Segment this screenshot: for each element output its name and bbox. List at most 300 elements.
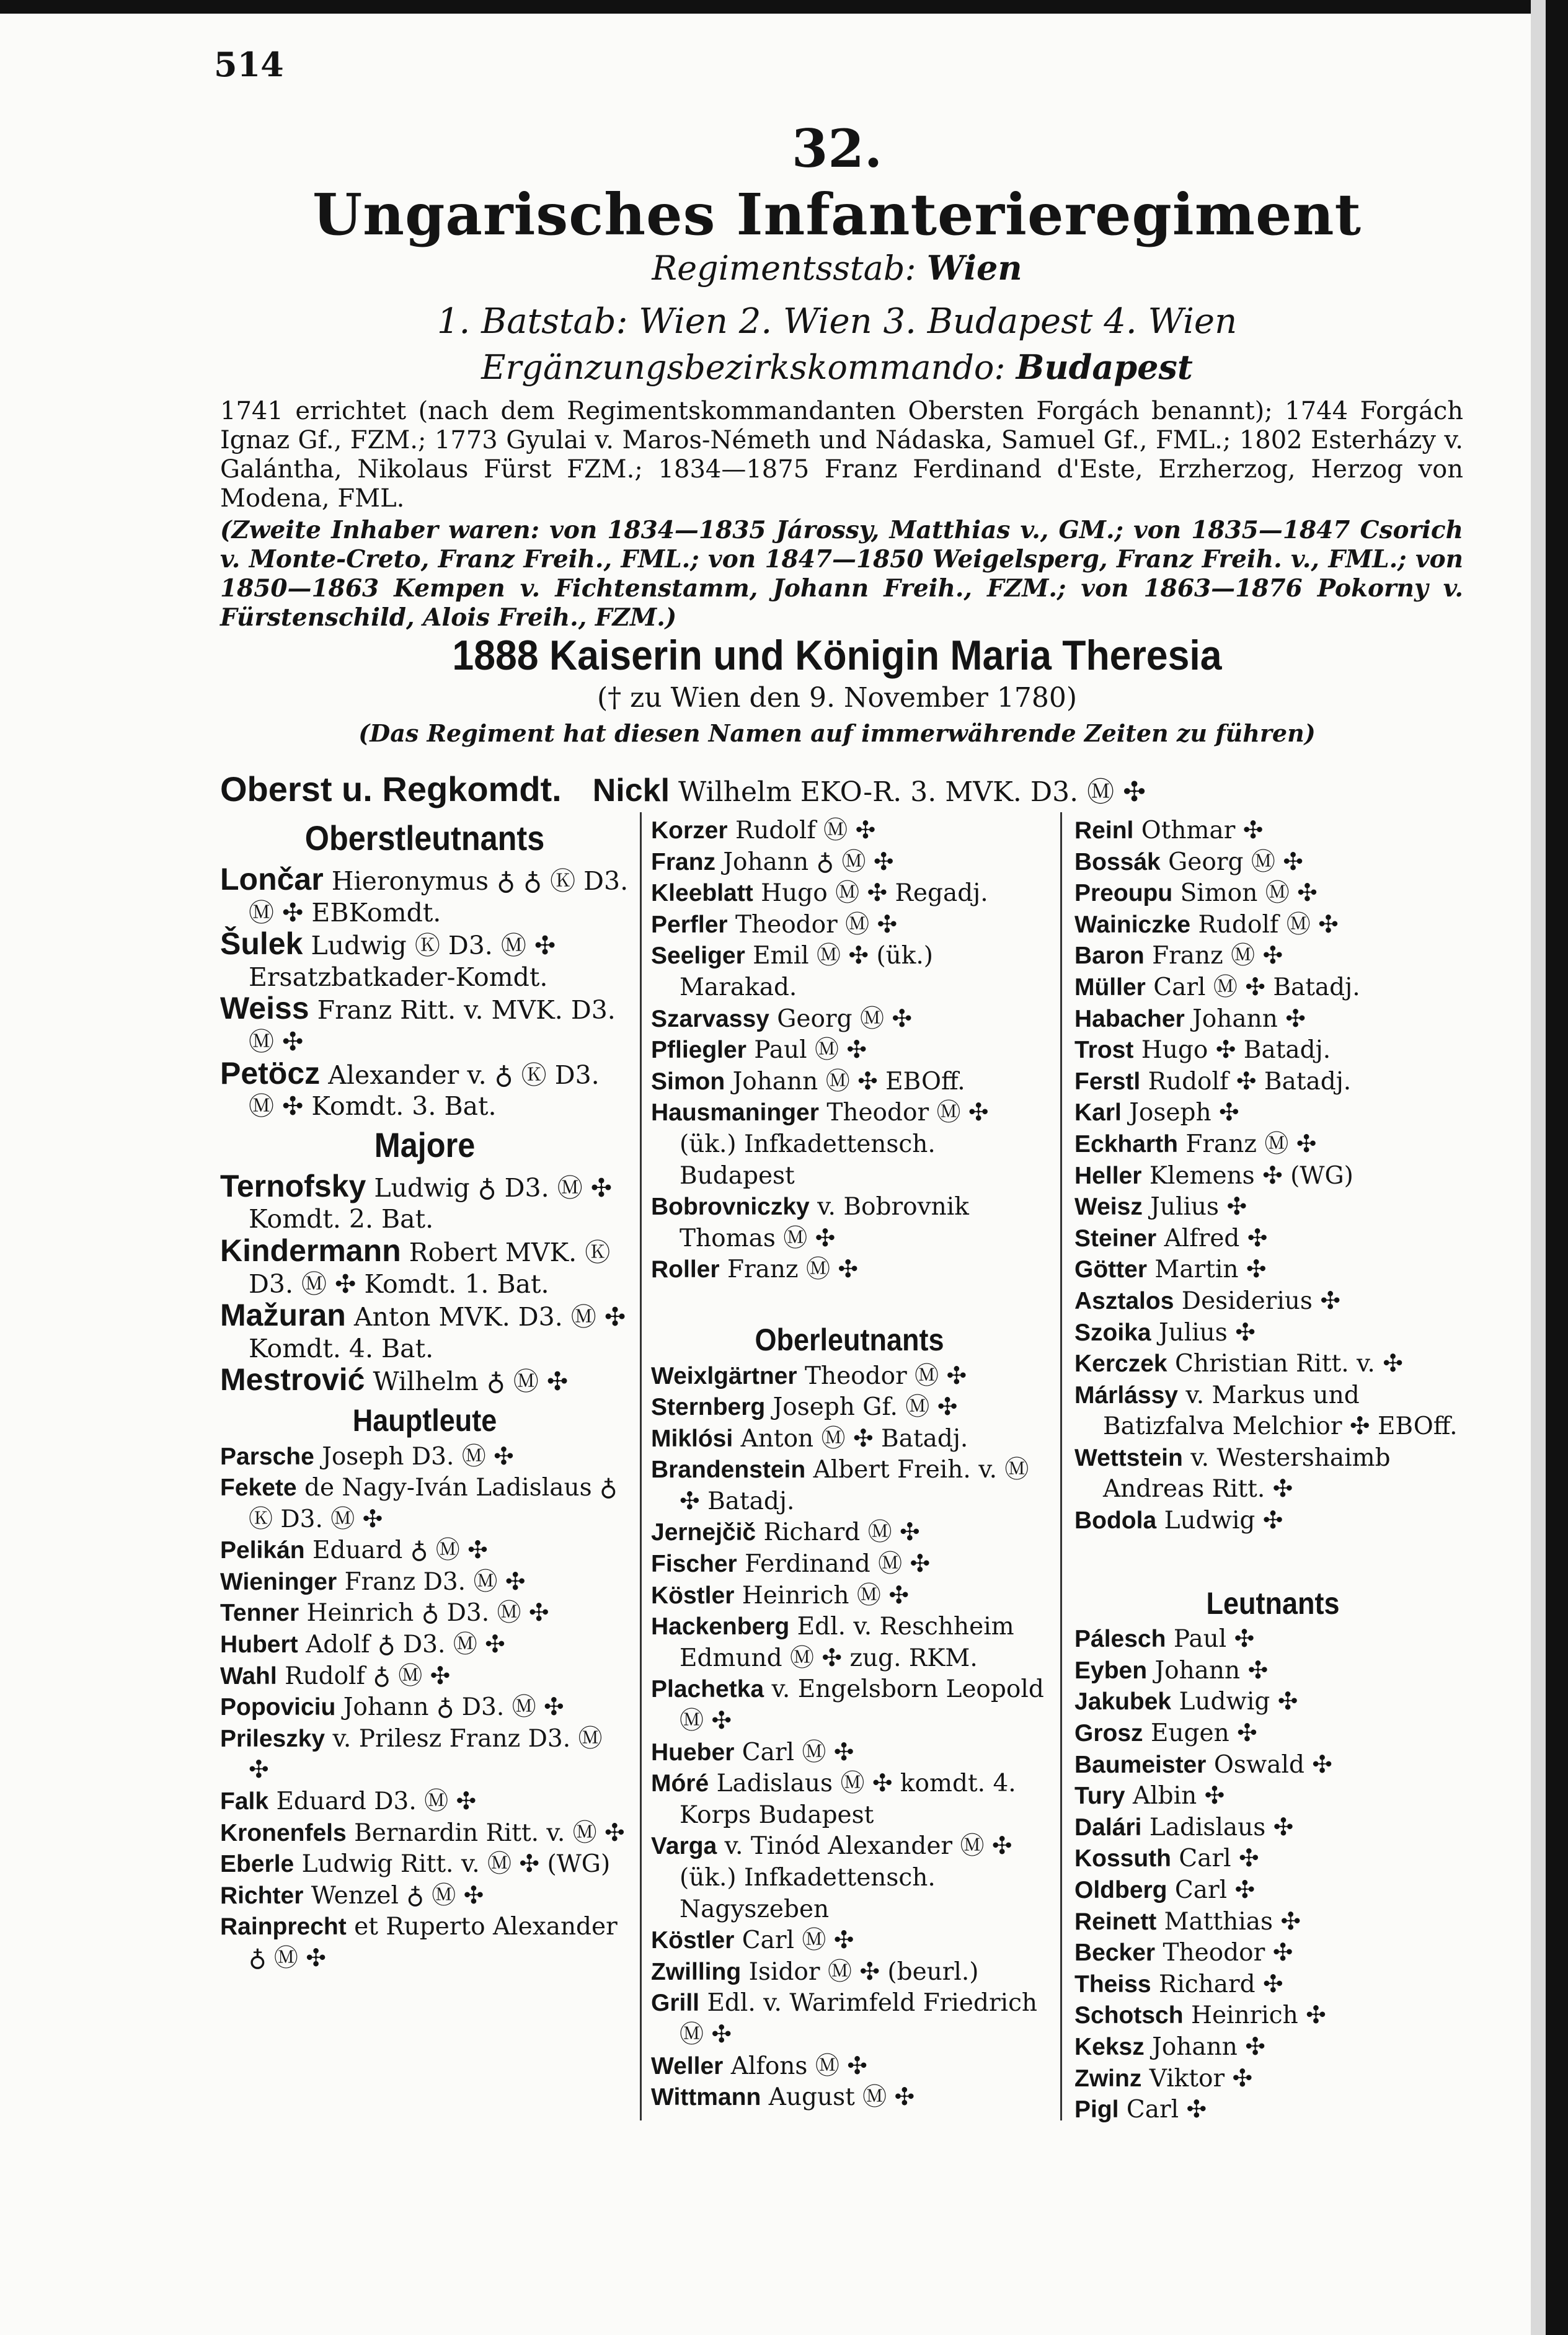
roster-entry [220, 993, 629, 1057]
roster-entry [220, 1300, 629, 1364]
roster-entry [651, 815, 1048, 847]
officer-details: Alfred ✣ [1164, 1224, 1268, 1252]
list-majore [220, 1168, 629, 1398]
officer-details: v. Bobrovnik Thomas Ⓜ ✣ [680, 1193, 969, 1252]
roster-entry [220, 1442, 629, 1473]
regimentsstab-label: Regimentsstab: [652, 249, 916, 288]
roster-entry [220, 864, 629, 928]
officer-surname: Petöcz [220, 1055, 321, 1091]
roster-entry [1074, 1254, 1471, 1286]
roster-entry [1074, 2094, 1471, 2126]
officer-details: Matthias ✣ [1164, 1907, 1301, 1936]
officer-surname: Pfliegler [651, 1037, 746, 1064]
officer-details: Martin ✣ [1154, 1256, 1267, 1284]
roster-entry [220, 1364, 629, 1398]
officer-surname: Keksz [1074, 2033, 1145, 2060]
officer-surname: Preoupu [1074, 880, 1173, 907]
officer-details: v. Engelsborn Leopold Ⓜ ✣ [680, 1675, 1044, 1735]
officer-details: Franz Ⓜ ✣ [1152, 942, 1283, 970]
roster-entry [1074, 1781, 1471, 1812]
officer-details: Paul Ⓜ ✣ [754, 1036, 867, 1065]
oberst-line [220, 769, 1466, 809]
list-hauptleute-continued [651, 815, 1048, 1286]
officer-surname: Hubert [220, 1631, 298, 1659]
officer-details: Ludwig ✣ [1179, 1688, 1298, 1716]
roster-entry [1074, 1443, 1471, 1505]
officer-surname: Eckharth [1074, 1130, 1178, 1158]
officer-details: Johann ✣ [1152, 2032, 1265, 2061]
officer-details: et Ruperto Alexander ♁ Ⓜ ✣ [249, 1913, 618, 1972]
officer-surname: Weisz [1074, 1194, 1143, 1221]
officer-details: Emil Ⓜ ✣ (ük.) Marakad. [680, 942, 934, 1001]
roster-entry [220, 1818, 629, 1850]
roster-entry [220, 1535, 629, 1567]
roster-entry [1074, 1223, 1471, 1255]
roster-entry [651, 910, 1048, 941]
officer-details: Heinrich Ⓜ ✣ [742, 1581, 910, 1610]
officer-details: Ludwig Ⓚ D3. Ⓜ ✣ Ersatzbatkader-Komdt. [249, 931, 556, 992]
officer-details: August Ⓜ ✣ [768, 2083, 915, 2112]
officer-surname: Miklósi [651, 1425, 733, 1452]
officer-surname: Köstler [651, 1927, 735, 1954]
section-gap [651, 1286, 1048, 1317]
roster-entry [651, 1737, 1048, 1769]
officer-surname: Falk [220, 1788, 269, 1815]
roster-entry [651, 941, 1048, 1003]
officer-details: Ladislaus Ⓜ ✣ komdt. 4. Korps Budapest [680, 1770, 1016, 1829]
officer-details: Desiderius ✣ [1181, 1287, 1341, 1315]
oberst-surname: Nickl [592, 773, 670, 809]
roster-entry [651, 1254, 1048, 1286]
officer-surname: Wettstein [1074, 1444, 1183, 1471]
officer-details: Rudolf ♁ Ⓜ ✣ [285, 1662, 451, 1690]
officer-details: Eduard D3. Ⓜ ✣ [276, 1788, 477, 1816]
officer-surname: Pelikán [220, 1537, 305, 1564]
officer-surname: Prileszky [220, 1725, 326, 1752]
roster-entry [1074, 1505, 1471, 1537]
officer-details: Georg Ⓜ ✣ [1168, 848, 1303, 876]
roster-entry [651, 1455, 1048, 1517]
officer-details: Julius ✣ [1158, 1318, 1256, 1347]
officer-details: Alfons Ⓜ ✣ [730, 2052, 867, 2080]
roster-entry [220, 1786, 629, 1818]
roster-entry [1074, 2063, 1471, 2095]
officer-details: Theodor Ⓜ ✣ (ük.) Infkadettensch. Budapest [680, 1099, 989, 1190]
column-divider [1060, 812, 1062, 2120]
page-number: 514 [214, 45, 284, 84]
regiment-history: 1741 errichtet (nach dem Regimentskommandanten Obersten Forgách benannt); 1744 Forgách Ignaz Gf., FZM.; 1773 Gyulai v. Maros-Németh und Nádaska, Samuel Gf., FML.; 1802 Esterházy v. Galántha, Nikolaus Fürst FZM.; 1834—1875 Franz Ferdinand d'Este, Erzherzog, Herzog von Modena, FML. [220, 397, 1463, 513]
roster-entry [1074, 1349, 1471, 1380]
officer-details: v. Prilesz Franz D3. Ⓜ ✣ [249, 1724, 603, 1784]
officer-surname: Oldberg [1074, 1877, 1167, 1903]
roster-entry [1074, 910, 1471, 941]
roster-entry [651, 1517, 1048, 1549]
officer-surname: Bobrovniczky [651, 1194, 810, 1221]
officer-surname: Heller [1074, 1162, 1142, 1189]
heading-leutnants: Leutnants [1206, 1585, 1340, 1621]
officer-details: Ludwig ✣ [1164, 1507, 1283, 1535]
roster-entry [1074, 1686, 1471, 1718]
officer-details: Oswald ✣ [1213, 1750, 1332, 1779]
officer-details: Johann Ⓜ ✣ EBOff. [732, 1067, 965, 1096]
officer-details: Julius ✣ [1150, 1193, 1247, 1221]
officer-surname: Kleeblatt [651, 880, 753, 907]
officer-surname: Tury [1074, 1783, 1125, 1810]
officer-details: Carl ✣ [1174, 1876, 1256, 1904]
officer-surname: Szarvassy [651, 1005, 769, 1032]
officer-surname: Mažuran [220, 1298, 346, 1333]
officer-surname: Wittmann [651, 2084, 761, 2111]
officer-surname: Wahl [220, 1662, 277, 1690]
roster-entry [1074, 972, 1471, 1004]
bataillone-line: 1. Batstab: Wien 2. Wien 3. Budapest 4. Wien [436, 301, 1238, 342]
officer-surname: Sternberg [651, 1394, 766, 1421]
officer-surname: Schotsch [1074, 2002, 1184, 2029]
roster-entry [220, 1629, 629, 1661]
column-middle [651, 815, 1048, 2114]
officer-details: Franz Ⓜ ✣ [727, 1256, 859, 1284]
section-gap [1074, 1537, 1471, 1580]
officer-details: Carl Ⓜ ✣ Batadj. [1153, 973, 1360, 1001]
officer-details: Wilhelm ♁ Ⓜ ✣ [373, 1367, 569, 1397]
zweite-inhaber: (Zweite Inhaber waren: von 1834—1835 Járossy, Matthias v., GM.; von 1835—1847 Csorich v. Monte-Creto, Franz Freih., FML.; von 1847—1850 Weigelsperg, Franz Freih. v., FML.; von 1850—1863 Kempen v. Fichtenstamm, Johann Freih., FZM.; von 1863—1876 Pokorny v. Fürstenschild, Alois Freih., FZM.) [220, 516, 1463, 632]
roster-entry [1074, 1624, 1471, 1655]
officer-surname: Perfler [651, 911, 728, 938]
oberst-details: Wilhelm EKO-R. 3. MVK. D3. Ⓜ ✣ [678, 776, 1146, 808]
officer-details: Christian Ritt. v. ✣ [1175, 1350, 1403, 1378]
roster-entry [1074, 1004, 1471, 1035]
roster-entry [220, 1055, 629, 1122]
heading-majore: Majore [374, 1125, 476, 1164]
officer-surname: Zwinz [1074, 2065, 1142, 2092]
officer-details: v. Tinód Alexander Ⓜ ✣ (ük.) Infkadettensch. Nagyszeben [680, 1832, 1012, 1923]
officer-surname: Kronenfels [220, 1819, 347, 1846]
ergaenzung-value: Budapest [1016, 347, 1193, 387]
roster-entry [220, 1661, 629, 1693]
column-right [1074, 815, 1471, 2126]
roster-entry [1074, 1097, 1471, 1129]
officer-details: Joseph ✣ [1129, 1099, 1239, 1127]
roster-entry [1074, 1907, 1471, 1938]
officer-surname: Müller [1074, 973, 1146, 1001]
officer-details: Rudolf Ⓜ ✣ [735, 817, 876, 844]
officer-details: Othmar ✣ [1141, 817, 1264, 844]
regimentsstab-value: Wien [926, 248, 1022, 288]
officer-surname: Reinett [1074, 1908, 1157, 1935]
roster-entry [220, 1598, 629, 1629]
roster-entry [1074, 1938, 1471, 1969]
officer-surname: Brandenstein [651, 1456, 806, 1484]
roster-entry [651, 878, 1048, 910]
roster-entry [1074, 1129, 1471, 1161]
officer-surname: Szoika [1074, 1319, 1151, 1346]
roster-entry [651, 1957, 1048, 1988]
officer-surname: Jernejčič [651, 1519, 756, 1546]
officer-details: Johann ✣ [1192, 1004, 1306, 1033]
roster-entry [220, 1692, 629, 1724]
officer-surname: Wieninger [220, 1568, 337, 1595]
officer-details: Edl. v. Reschheim Edmund Ⓜ ✣ zug. RKM. [680, 1613, 1014, 1672]
officer-details: Richard Ⓜ ✣ [763, 1518, 920, 1547]
roster-entry [1074, 1969, 1471, 2001]
officer-details: Rudolf Ⓜ ✣ [1198, 910, 1339, 939]
roster-entry [1074, 1192, 1471, 1223]
officer-surname: Seeliger [651, 942, 745, 970]
officer-surname: Grill [651, 1990, 700, 2017]
officer-details: Ludwig ♁ D3. Ⓜ ✣ Komdt. 2. Bat. [249, 1172, 613, 1234]
officer-details: Adolf ♁ D3. Ⓜ ✣ [306, 1631, 505, 1659]
officer-surname: Theiss [1074, 1970, 1151, 1998]
ergaenzung-label: Ergänzungsbezirkskommando: [481, 348, 1006, 387]
officer-details: Albert Freih. v. Ⓜ ✣ Batadj. [680, 1456, 1029, 1515]
officer-details: Hugo ✣ Batadj. [1141, 1036, 1331, 1065]
roster-entry [1074, 1066, 1471, 1098]
officer-details: Paul ✣ [1173, 1625, 1255, 1654]
officer-details: Theodor Ⓜ ✣ [804, 1362, 967, 1390]
officer-surname: Lončar [220, 862, 324, 897]
officer-surname: Jakubek [1074, 1688, 1172, 1716]
scan-border-right [1546, 0, 1568, 2335]
heading-hauptleute: Hauptleute [352, 1402, 497, 1438]
officer-surname: Rainprecht [220, 1913, 347, 1941]
officer-surname: Franz [651, 848, 716, 875]
roster-entry [1074, 1750, 1471, 1781]
officer-details: Hieronymus ♁ ♁ Ⓚ D3. Ⓜ ✣ EBKomdt. [249, 866, 629, 928]
officer-details: Richard ✣ [1158, 1970, 1283, 1998]
roster-entry [1074, 1812, 1471, 1844]
officer-details: Alexander v. ♁ Ⓚ D3. Ⓜ ✣ Komdt. 3. Bat. [249, 1060, 600, 1122]
officer-surname: Parsche [220, 1443, 314, 1470]
officer-details: Eugen ✣ [1150, 1719, 1257, 1748]
roster-entry [651, 1192, 1048, 1254]
officer-surname: Karl [1074, 1099, 1122, 1127]
regimentsstab-line [205, 248, 1469, 288]
officer-details: Georg Ⓜ ✣ [777, 1004, 913, 1033]
namesake-title: 1888 Kaiserin und Königin Maria Theresia [452, 632, 1222, 679]
officer-surname: Ferstl [1074, 1068, 1141, 1095]
roster-entry [1074, 1843, 1471, 1875]
heading-oberleutnants: Oberleutnants [755, 1322, 944, 1357]
officer-details: Theodor ✣ [1163, 1939, 1293, 1967]
officer-surname: Ternofsky [220, 1168, 366, 1203]
officer-surname: Eyben [1074, 1657, 1148, 1684]
officer-surname: Pigl [1074, 2096, 1119, 2124]
roster-entry [220, 1849, 629, 1881]
officer-surname: Hueber [651, 1739, 735, 1766]
scan-border-edge [1531, 0, 1546, 2335]
list-leutnants [1074, 1624, 1471, 2126]
namesake-note: (Das Regiment hat diesen Namen auf immerwährende Zeiten zu führen) [358, 719, 1316, 747]
officer-surname: Varga [651, 1833, 717, 1860]
officer-details: Carl Ⓜ ✣ [742, 1738, 854, 1766]
officer-details: Anton MVK. D3. Ⓜ ✣ Komdt. 4. Bat. [249, 1302, 626, 1363]
officer-surname: Roller [651, 1256, 720, 1283]
roster-entry [651, 2082, 1048, 2114]
officer-surname: Tenner [220, 1600, 299, 1627]
roster-entry [651, 1611, 1048, 1674]
ergaenzung-line [205, 347, 1469, 387]
officer-details: Edl. v. Warimfeld Friedrich Ⓜ ✣ [680, 1989, 1038, 2049]
officer-surname: Šulek [220, 926, 303, 962]
officer-details: Carl ✣ [1126, 2096, 1207, 2124]
roster-entry [651, 1424, 1048, 1455]
officer-surname: Kossuth [1074, 1845, 1171, 1872]
officer-surname: Weixlgärtner [651, 1362, 797, 1389]
officer-surname: Popoviciu [220, 1694, 336, 1721]
roster-entry [651, 1831, 1048, 1925]
roster-entry [651, 1549, 1048, 1580]
officer-details: Anton Ⓜ ✣ Batadj. [740, 1424, 968, 1453]
roster-entry [1074, 941, 1471, 972]
officer-details: Rudolf ✣ Batadj. [1148, 1067, 1352, 1096]
namesake-died: († zu Wien den 9. November 1780) [596, 682, 1078, 714]
officer-details: Carl ✣ [1179, 1845, 1259, 1873]
officer-surname: Hausmaninger [651, 1099, 819, 1127]
officer-details: Wenzel ♁ Ⓜ ✣ [311, 1881, 484, 1910]
list-oberleutnants-continued [1074, 815, 1471, 1537]
officer-surname: Reinl [1074, 817, 1134, 844]
officer-details: Johann ♁ Ⓜ ✣ [723, 848, 894, 876]
officer-surname: Kerczek [1074, 1350, 1167, 1378]
roster-entry [1074, 1318, 1471, 1349]
roster-entry [220, 1881, 629, 1912]
officer-details: Franz Ⓜ ✣ [1185, 1130, 1317, 1158]
officer-surname: Richter [220, 1882, 304, 1909]
roster-entry [651, 1004, 1048, 1035]
officer-surname: Bossák [1074, 848, 1161, 875]
officer-surname: Habacher [1074, 1005, 1185, 1032]
roster-entry [651, 1768, 1048, 1831]
officer-details: Ferdinand Ⓜ ✣ [745, 1550, 931, 1579]
officer-surname: Götter [1074, 1256, 1147, 1283]
roster-entry [651, 1674, 1048, 1737]
roster-entry [1074, 815, 1471, 847]
roster-entry [1074, 1035, 1471, 1066]
officer-surname: Fischer [651, 1551, 737, 1578]
officer-surname: Grosz [1074, 1720, 1143, 1747]
scan-border-top [0, 0, 1568, 14]
roster-entry [1074, 1286, 1471, 1318]
officer-surname: Trost [1074, 1037, 1134, 1064]
roster-entry [1074, 1875, 1471, 1907]
roster-entry [651, 1097, 1048, 1192]
officer-surname: Pálesch [1074, 1626, 1166, 1653]
officer-surname: Weller [651, 2052, 724, 2080]
officer-details: Ladislaus ✣ [1149, 1813, 1294, 1841]
roster-entry [651, 1925, 1048, 1957]
officer-details: Heinrich ♁ D3. Ⓜ ✣ [306, 1599, 549, 1628]
roster-entry [1074, 878, 1471, 910]
roster-entry [651, 1988, 1048, 2050]
roster-entry [1074, 847, 1471, 879]
column-divider [640, 812, 642, 2120]
officer-details: Theodor Ⓜ ✣ [735, 910, 898, 939]
officer-surname: Kindermann [220, 1233, 401, 1268]
officer-details: Simon Ⓜ ✣ [1180, 879, 1318, 908]
officer-surname: Becker [1074, 1939, 1156, 1967]
officer-surname: Fekete [220, 1474, 297, 1502]
officer-surname: Köstler [651, 1582, 735, 1609]
roster-entry [1074, 2000, 1471, 2032]
officer-surname: Eberle [220, 1851, 295, 1878]
officer-surname: Baumeister [1074, 1751, 1207, 1778]
officer-surname: Mestrović [220, 1362, 365, 1398]
officer-details: Ludwig Ritt. v. Ⓜ ✣ (WG) [301, 1850, 611, 1879]
officer-surname: Móré [651, 1770, 709, 1797]
roster-entry [1074, 1161, 1471, 1192]
officer-details: Carl Ⓜ ✣ [742, 1926, 854, 1955]
officer-surname: Weiss [220, 991, 309, 1026]
officer-details: v. Markus und Batizfalva Melchior ✣ EBOff. [1103, 1381, 1458, 1441]
officer-surname: Steiner [1074, 1225, 1157, 1252]
officer-details: Heinrich ✣ [1190, 2001, 1326, 2030]
oberst-rank: Oberst u. Regkomdt. [220, 769, 562, 809]
officer-details: Joseph D3. Ⓜ ✣ [322, 1442, 514, 1471]
officer-details: Johann ♁ D3. Ⓜ ✣ [343, 1693, 564, 1722]
roster-entry [651, 1066, 1048, 1098]
officer-surname: Wainiczke [1074, 911, 1191, 938]
officer-details: Bernardin Ritt. v. Ⓜ ✣ [354, 1819, 625, 1847]
roster-entry [1074, 1655, 1471, 1687]
officer-details: v. Westershaimb Andreas Ritt. ✣ [1103, 1443, 1391, 1504]
officer-details: Hugo Ⓜ ✣ Regadj. [761, 879, 988, 908]
column-left [220, 815, 629, 1975]
roster-entry [651, 1580, 1048, 1612]
regiment-title: Ungarisches Infanterieregiment [312, 181, 1362, 248]
roster-entry [651, 2051, 1048, 2083]
heading-oberstleutnants: Oberstleutnants [304, 818, 545, 857]
officer-details: Joseph Gf. Ⓜ ✣ [773, 1393, 958, 1422]
officer-details: Viktor ✣ [1149, 2064, 1253, 2093]
officer-details: Eduard ♁ Ⓜ ✣ [312, 1536, 488, 1565]
roster-entry [1074, 1380, 1471, 1443]
roster-entry [220, 928, 629, 993]
officer-surname: Hackenberg [651, 1613, 790, 1641]
roster-entry [220, 1168, 629, 1235]
officer-details: Isidor Ⓜ ✣ (beurl.) [748, 1957, 979, 1986]
roster-entry [1074, 1718, 1471, 1750]
officer-details: Franz Ritt. v. MVK. D3. Ⓜ ✣ [249, 995, 616, 1057]
officer-details: Franz D3. Ⓜ ✣ [344, 1567, 526, 1596]
roster-entry [220, 1235, 629, 1300]
list-hauptleute [220, 1442, 629, 1975]
list-oberleutnants [651, 1361, 1048, 2114]
regiment-number: 32. [791, 118, 883, 179]
roster-entry [220, 1724, 629, 1786]
roster-entry [651, 1361, 1048, 1393]
officer-surname: Asztalos [1074, 1287, 1174, 1314]
officer-details: Johann ✣ [1154, 1656, 1269, 1685]
officer-surname: Korzer [651, 817, 728, 844]
officer-surname: Plachetka [651, 1676, 764, 1703]
roster-entry [651, 1035, 1048, 1066]
officer-surname: Dalári [1074, 1814, 1142, 1841]
officer-details: Robert MVK. Ⓚ D3. Ⓜ ✣ Komdt. 1. Bat. [249, 1237, 611, 1299]
list-oberstleutnants [220, 864, 629, 1122]
officer-details: de Nagy-Iván Ladislaus ♁ Ⓚ D3. Ⓜ ✣ [249, 1474, 618, 1533]
roster-entry [1074, 2032, 1471, 2063]
roster-entry [651, 1392, 1048, 1424]
officer-surname: Márlássy [1074, 1381, 1178, 1409]
officer-surname: Zwilling [651, 1958, 742, 1985]
officer-surname: Bodola [1074, 1507, 1157, 1535]
officer-surname: Baron [1074, 942, 1145, 970]
roster-entry [651, 847, 1048, 879]
officer-details: Albin ✣ [1133, 1782, 1225, 1810]
roster-entry [220, 1567, 629, 1598]
roster-entry [220, 1473, 629, 1535]
roster-entry [220, 1912, 629, 1974]
